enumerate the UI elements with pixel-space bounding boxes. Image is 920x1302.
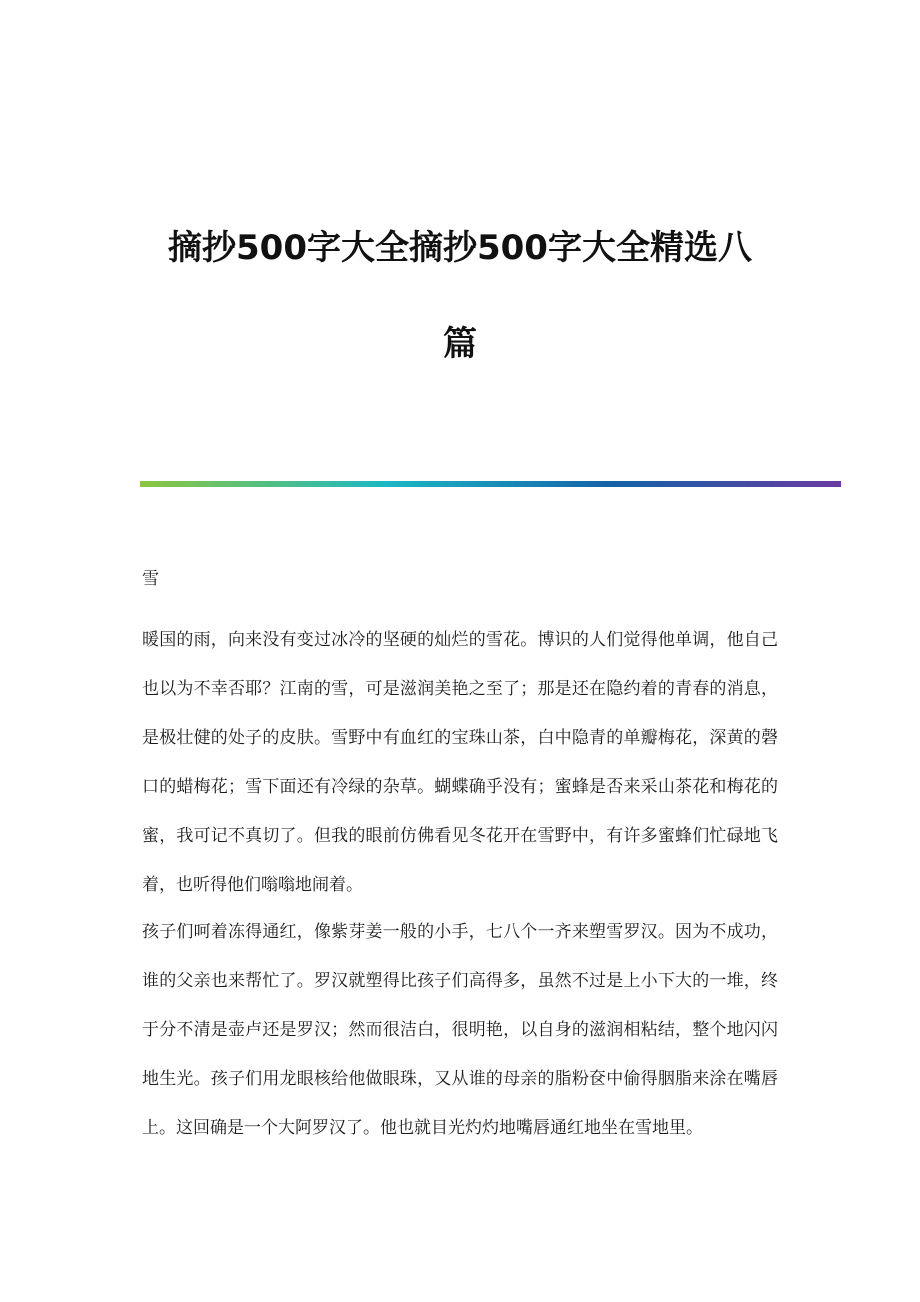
paragraph: 暖国的雨，向来没有变过冰冷的坚硬的灿烂的雪花。博识的人们觉得他单调，他自己也以为不幸否耶？江南的雪，可是滋润美艳之至了；那是还在隐约着的青春的消息，是极壮健的处子的皮肤。雪野中有血红的宝珠山茶，白中隐青的单瓣梅花，深黄的磬口的蜡梅花；雪下面还有冷绿的杂草。蝴蝶确乎没有；蜜蜂是否来采山茶花和梅花的蜜，我可记不真切了。但我的眼前仿佛看见冬花开在雪野中，有许多蜜蜂们忙碌地飞着，也听得他们嗡嗡地闹着。 [142,630,778,895]
section-heading: 雪 [142,569,159,589]
paragraph: 孩子们呵着冻得通红，像紫芽姜一般的小手，七八个一齐来塑雪罗汉。因为不成功，谁的父亲也来帮忙了。罗汉就塑得比孩子们高得多，虽然不过是上小下大的一堆，终于分不清是壶卢还是罗汉；然而很洁白，很明艳，以自身的滋润相粘结，整个地闪闪地生光。孩子们用龙眼核给他做眼珠，又从谁的母亲的脂粉奁中偷得胭脂来涂在嘴唇上。这回确是一个大阿罗汉了。他也就目光灼灼地嘴唇通红地坐在雪地里。 [142,922,778,1138]
document-title: 摘抄500字大全摘抄500字大全精选八 [168,228,752,268]
document-title-continuation: 篇 [443,324,477,364]
title-divider [140,481,841,487]
